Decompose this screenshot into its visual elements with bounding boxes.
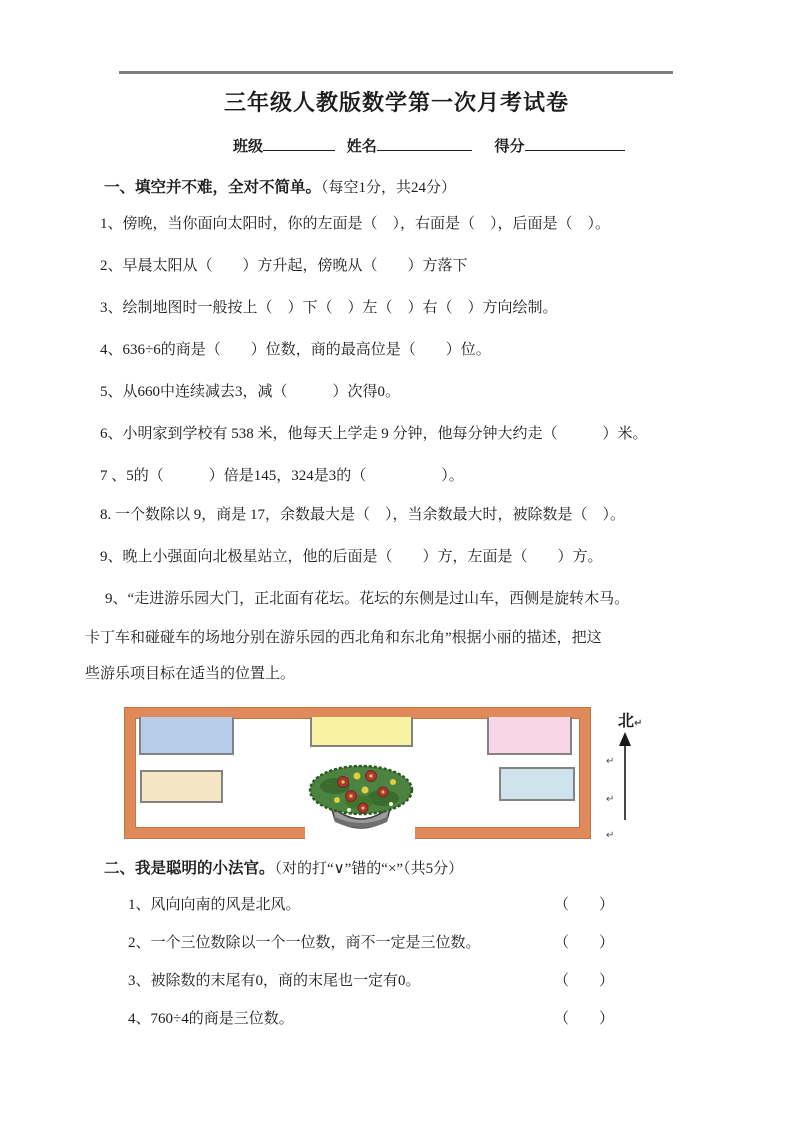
judge-item-2	[128, 931, 614, 952]
name-blank-line	[377, 135, 472, 151]
judge-item-text: 1、风向向南的风是北风。	[128, 897, 301, 913]
rect-northeast	[487, 717, 572, 755]
flower-bed-icon	[303, 756, 419, 834]
compass-north	[602, 706, 668, 848]
class-blank-line	[263, 135, 335, 151]
question-9: 9、晚上小强面向北极星站立，他的后面是（ ）方，左面是（ ）方。	[100, 549, 603, 565]
score-label: 得分	[494, 139, 525, 155]
rect-northwest	[139, 717, 234, 755]
return-mark-icon: ↵	[606, 830, 615, 841]
section1-heading-bold: 一、填空并不难，全对不简单。	[104, 179, 322, 196]
north-label: 北	[618, 713, 635, 730]
park-map	[125, 708, 670, 848]
section1-heading-note: （每空1分，共24分）	[321, 180, 457, 196]
question-2: 2、早晨太阳从（ ）方升起，傍晚从（ ）方落下	[100, 258, 468, 274]
section2-heading	[104, 856, 463, 878]
class-label: 班级	[233, 139, 264, 155]
north-label-row	[618, 708, 642, 731]
question-4: 4、636÷6的商是（ ）位数，商的最高位是（ ）位。	[100, 342, 491, 358]
return-mark-icon: ↵	[634, 718, 643, 729]
rect-east	[499, 767, 575, 801]
rect-north	[310, 717, 413, 747]
answer-blank: （ ）	[553, 1011, 614, 1027]
judge-item-text: 4、760÷4的商是三位数。	[128, 1011, 294, 1027]
question-7: 7 、5的（ ）倍是145，324是3的（ ）。	[100, 468, 464, 484]
answer-blank: （ ）	[553, 935, 614, 951]
answer-blank: （ ）	[553, 897, 614, 913]
question-3: 3、绘制地图时一般按上（ ）下（ ）左（ ）右（ ）方向绘制。	[100, 300, 558, 316]
judge-item-text: 2、一个三位数除以一个一位数，商不一定是三位数。	[128, 935, 481, 951]
judge-item-1	[128, 893, 614, 914]
park-walls	[125, 708, 590, 838]
return-mark-icon: ↵	[606, 794, 615, 805]
return-mark-icon: ↵	[606, 756, 615, 767]
judge-item-text: 3、被除数的末尾有0，商的末尾也一定有0。	[128, 973, 421, 989]
header-rule	[119, 71, 673, 74]
section2-heading-bold: 二、我是聪明的小法官。	[104, 860, 275, 877]
north-arrow-icon	[614, 732, 636, 822]
question-6: 6、小明家到学校有 538 米，他每天上学走 9 分钟，他每分钟大约走（ ）米。	[100, 426, 648, 442]
name-label: 姓名	[346, 139, 377, 155]
question-9-map-task	[85, 589, 700, 684]
question-9b-line-3: 些游乐项目标在适当的位置上。	[85, 666, 296, 682]
question-1: 1、傍晚，当你面向太阳时，你的左面是（ ），右面是（ ），后面是（ ）。	[100, 216, 611, 232]
student-info-row	[233, 135, 625, 156]
rect-west	[140, 770, 223, 803]
score-blank-line	[525, 135, 625, 151]
answer-blank: （ ）	[553, 973, 614, 989]
question-8: 8. 一个数除以 9，商是 17，余数最大是（ ），当余数最大时，被除数是（ ）。	[100, 507, 626, 523]
section1-heading	[104, 175, 456, 197]
page-title: 三年级人教版数学第一次月考试卷	[223, 90, 569, 115]
judge-item-4	[128, 1007, 614, 1028]
question-9b-line-1: 9、“走进游乐园大门，正北面有花坛。花坛的东侧是过山车，西侧是旋转木马。	[105, 591, 630, 607]
question-5: 5、从660中连续减去3，减（ ）次得0。	[100, 384, 401, 400]
section2-heading-note: （对的打“∨”错的“×”（共5分）	[274, 861, 464, 877]
judge-item-3	[128, 969, 614, 990]
question-9b-line-2: 卡丁车和碰碰车的场地分别在游乐园的西北角和东北角”根据小丽的描述，把这	[85, 630, 602, 646]
